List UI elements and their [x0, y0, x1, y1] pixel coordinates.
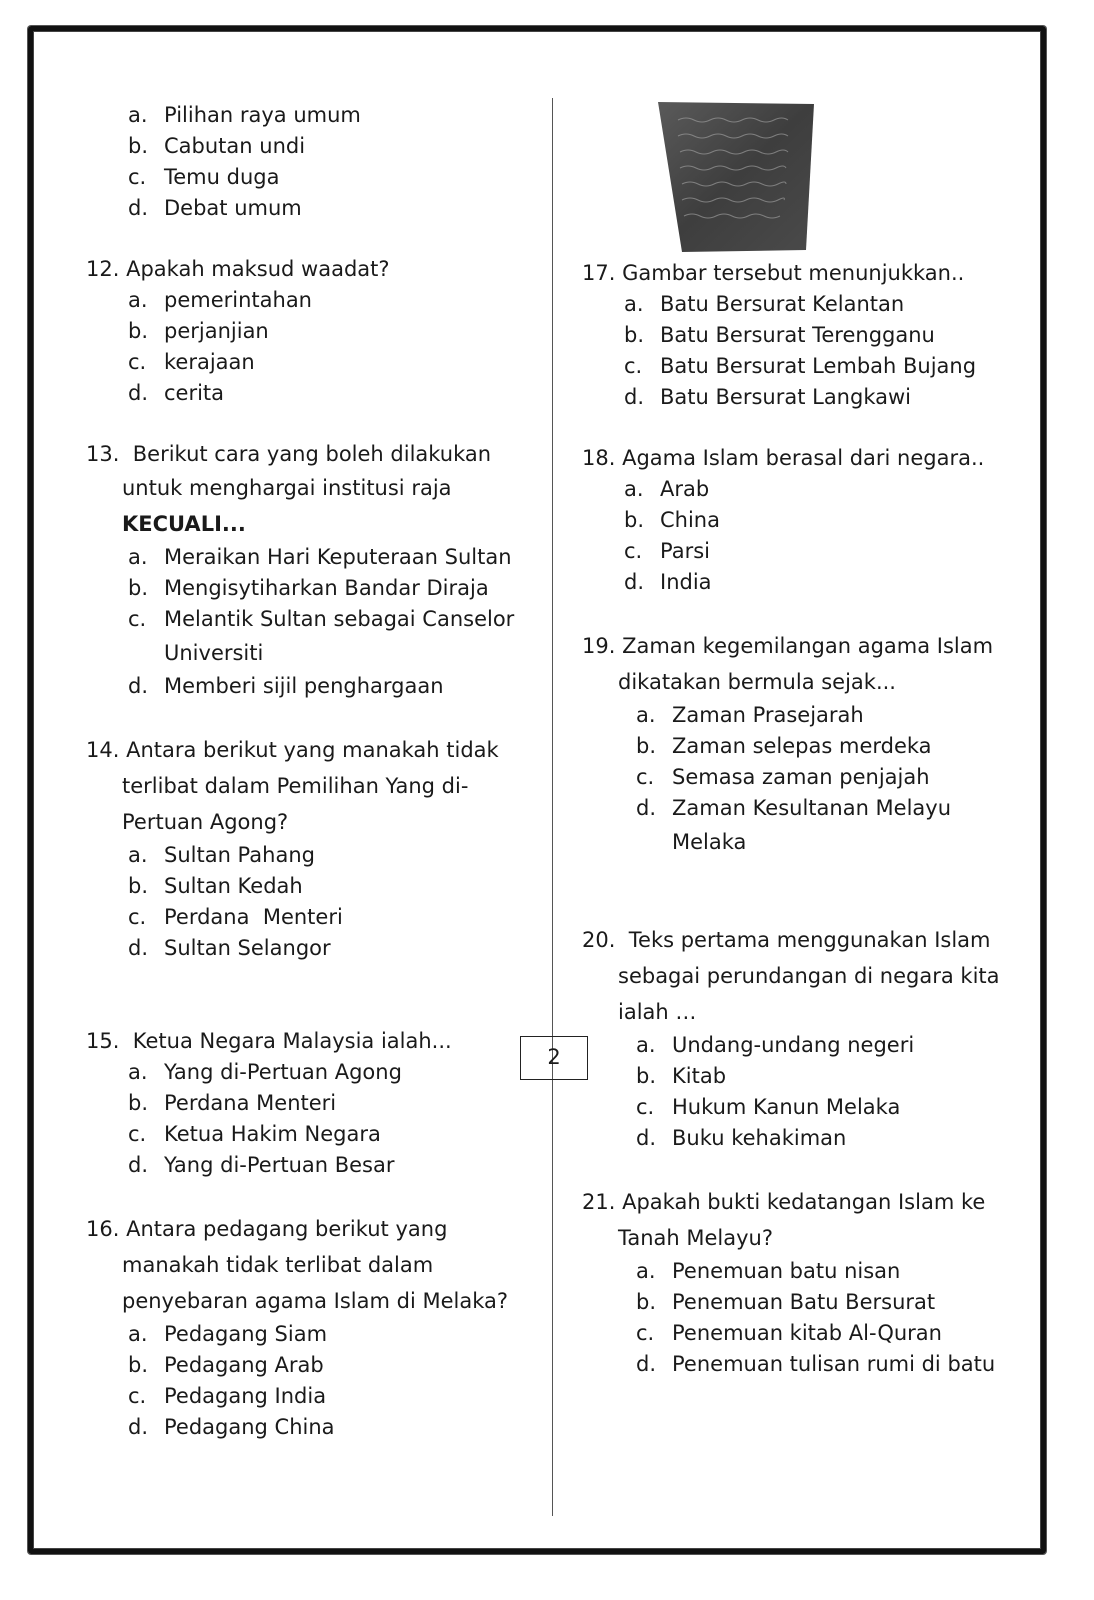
option: d. Zaman Kesultanan Melayu	[636, 796, 952, 820]
option: c. Melantik Sultan sebagai Canselor	[128, 607, 515, 631]
option: b. Penemuan Batu Bersurat	[636, 1290, 936, 1314]
option: d. Yang di-Pertuan Besar	[128, 1153, 395, 1177]
question-stem-cont: manakah tidak terlibat dalam	[122, 1253, 434, 1277]
option: b. Mengisytiharkan Bandar Diraja	[128, 576, 489, 600]
option: d. cerita	[128, 381, 225, 405]
option: c. Parsi	[624, 539, 710, 563]
question-stem: 19. Zaman kegemilangan agama Islam	[582, 634, 994, 658]
option: c. Ketua Hakim Negara	[128, 1122, 381, 1146]
question-stem-cont: Pertuan Agong?	[122, 810, 289, 834]
question-16	[86, 1211, 536, 1443]
question-stem: 16. Antara pedagang berikut yang	[86, 1217, 448, 1241]
question-21	[582, 1184, 1012, 1380]
option: c. kerajaan	[128, 350, 255, 374]
question-stem-cont: Tanah Melayu?	[618, 1226, 774, 1250]
question-stem: 20. Teks pertama menggunakan Islam	[582, 928, 991, 952]
option: c. Perdana Menteri	[128, 905, 343, 929]
question-15	[86, 1026, 536, 1181]
option: c. Batu Bersurat Lembah Bujang	[624, 354, 977, 378]
question-stem-cont: untuk menghargai institusi raja	[122, 476, 452, 500]
option: d. Memberi sijil penghargaan	[128, 674, 444, 698]
question-18	[582, 443, 1012, 598]
question-stem: 18. Agama Islam berasal dari negara..	[582, 446, 985, 470]
option: a. Pedagang Siam	[128, 1322, 328, 1346]
question-17	[582, 258, 1012, 413]
option: d. Buku kehakiman	[636, 1126, 847, 1150]
option: a. pemerintahan	[128, 288, 312, 312]
option: d. Penemuan tulisan rumi di batu	[636, 1352, 996, 1376]
option: b. Perdana Menteri	[128, 1091, 337, 1115]
right-column	[582, 100, 1012, 1380]
option: d. India	[624, 570, 712, 594]
option: a. Arab	[624, 477, 710, 501]
option: b. Kitab	[636, 1064, 727, 1088]
left-column	[86, 100, 536, 1443]
option: a. Zaman Prasejarah	[636, 703, 864, 727]
option: d. Sultan Selangor	[128, 936, 331, 960]
question-11-options	[86, 100, 536, 224]
option: b. Cabutan undi	[128, 134, 306, 158]
option: c. Temu duga	[128, 165, 280, 189]
option: d. Debat umum	[128, 196, 302, 220]
option: d. Pedagang China	[128, 1415, 335, 1439]
option: b. Zaman selepas merdeka	[636, 734, 932, 758]
question-stem-cont: KECUALI...	[122, 512, 246, 536]
question-stem-cont: penyebaran agama Islam di Melaka?	[122, 1289, 509, 1313]
question-stem: 17. Gambar tersebut menunjukkan..	[582, 261, 965, 285]
question-stem: 12. Apakah maksud waadat?	[86, 257, 390, 281]
page-number: 2	[520, 1036, 588, 1080]
question-stem-cont: sebagai perundangan di negara kita	[618, 964, 1000, 988]
option: c. Penemuan kitab Al-Quran	[636, 1321, 942, 1345]
question-19	[582, 628, 1012, 860]
option: a. Penemuan batu nisan	[636, 1259, 901, 1283]
question-13	[86, 439, 536, 702]
option: a. Pilihan raya umum	[128, 103, 361, 127]
option: b. China	[624, 508, 720, 532]
option: a. Batu Bersurat Kelantan	[624, 292, 905, 316]
option: a. Sultan Pahang	[128, 843, 315, 867]
option: b. perjanjian	[128, 319, 269, 343]
question-14	[86, 732, 536, 964]
option: a. Undang-undang negeri	[636, 1033, 915, 1057]
question-stem: 13. Berikut cara yang boleh dilakukan	[86, 442, 492, 466]
option: c. Hukum Kanun Melaka	[636, 1095, 901, 1119]
question-stem-cont: dikatakan bermula sejak...	[618, 670, 896, 694]
inscribed-stone-image	[656, 100, 816, 252]
option: a. Yang di-Pertuan Agong	[128, 1060, 402, 1084]
question-stem: 21. Apakah bukti kedatangan Islam ke	[582, 1190, 986, 1214]
question-20	[582, 922, 1012, 1154]
option: a. Meraikan Hari Keputeraan Sultan	[128, 545, 512, 569]
option: b. Sultan Kedah	[128, 874, 303, 898]
question-12	[86, 254, 536, 409]
question-stem-cont: ialah …	[618, 1000, 697, 1024]
option-cont: Universiti	[164, 641, 264, 665]
question-stem-cont: terlibat dalam Pemilihan Yang di-	[122, 774, 469, 798]
question-stem: 14. Antara berikut yang manakah tidak	[86, 738, 499, 762]
question-stem: 15. Ketua Negara Malaysia ialah...	[86, 1029, 452, 1053]
option: c. Semasa zaman penjajah	[636, 765, 930, 789]
option-cont: Melaka	[672, 830, 747, 854]
option: b. Pedagang Arab	[128, 1353, 324, 1377]
option: b. Batu Bersurat Terengganu	[624, 323, 935, 347]
option: d. Batu Bersurat Langkawi	[624, 385, 911, 409]
option: c. Pedagang India	[128, 1384, 327, 1408]
column-divider	[552, 98, 553, 1516]
